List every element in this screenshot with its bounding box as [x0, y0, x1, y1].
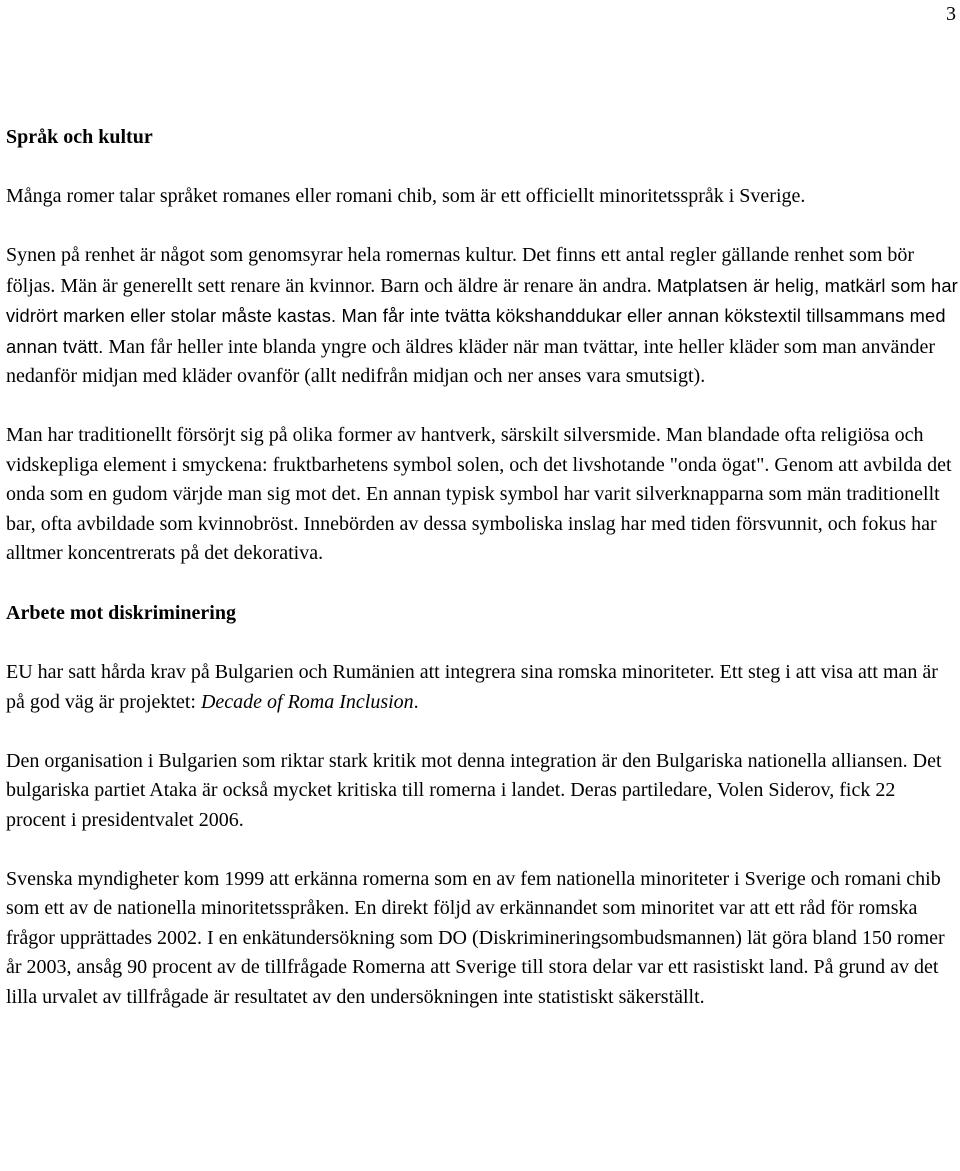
- paragraph-purity-intro: Synen på renhet är något som genomsyrar hela romernas kultur. Det finns ett antal regler gällande renhet som bör följas. Män är generellt sett renare än kvinnor. Barn och äldre är renare än andra.: [6, 244, 915, 297]
- page-number: 3: [946, 3, 956, 25]
- section-heading-language-culture: Språk och kultur: [6, 126, 153, 148]
- section-heading-discrimination: Arbete mot diskriminering: [6, 602, 236, 624]
- document-body: [6, 122, 958, 1042]
- paragraph-language: Många romer talar språket romanes eller romani chib, som är ett officiellt minoritetsspråk i Sverige.: [6, 185, 806, 207]
- paragraph-eu-end: .: [413, 690, 419, 713]
- paragraph-bulgaria: Den organisation i Bulgarien som riktar stark kritik mot denna integration är den Bulgariska nationella alliansen. Det bulgariska partiet Ataka är också mycket kritiska till romerna i landet. Deras partiledare, Volen Siderov, fick 22 procent i presidentvalet 2006.: [6, 749, 942, 831]
- project-name: Decade of Roma Inclusion: [200, 690, 414, 713]
- paragraph-sweden: Svenska myndigheter kom 1999 att erkänna romerna som en av fem nationella minoriteter i Sverige och romani chib som ett av de nationella minoritetsspråken. En direkt följd av erkännandet som minoritet var att ett råd för romska frågor upprättades 2002. I en enkätundersökning som DO (Diskrimineringsombudsmannen) lät göra bland 150 romer år 2003, ansåg 90 procent av de tillfrågade Romerna att Sverige till stora delar var ett rasistiskt land. På grund av det lilla urvalet av tillfrågade är resultatet av den undersökningen inte statistiskt säkerställt.: [6, 867, 945, 1008]
- paragraph-purity: [6, 241, 958, 392]
- paragraph-crafts: Man har traditionellt försörjt sig på olika former av hantverk, särskilt silversmide. Man blandade ofta religiösa och vidskepliga element i smyckena: fruktbarhetens symbol solen, och det livshotande "onda ögat". Genom att avbilda det onda som en gudom värjde man sig mot det. En annan typisk symbol har varit silverknapparna som män traditionellt bar, ofta avbildade som kvinnobröst. Innebörden av dessa symboliska inslag har med tiden försvunnit, och fokus har alltmer koncentrerats på det dekorativa.: [6, 424, 952, 564]
- paragraph-purity-sans: Matplatsen är helig, matkärl som har vidrört marken eller stolar måste kastas. Man får inte tvätta kökshanddukar eller annan kökstextil tillsammans med annan tvätt.: [6, 274, 958, 357]
- paragraph-eu-text: EU har satt hårda krav på Bulgarien och Rumänien att integrera sina romska minoriteter. Ett steg i att visa att man är på god väg är projektet:: [6, 661, 938, 713]
- paragraph-purity-end: Man får heller inte blanda yngre och äldres kläder när man tvättar, inte heller kläder som man använder nedanför midjan med kläder ovanför (allt nedifrån midjan och ner anses vara smutsigt).: [6, 335, 935, 387]
- paragraph-eu: [6, 658, 958, 717]
